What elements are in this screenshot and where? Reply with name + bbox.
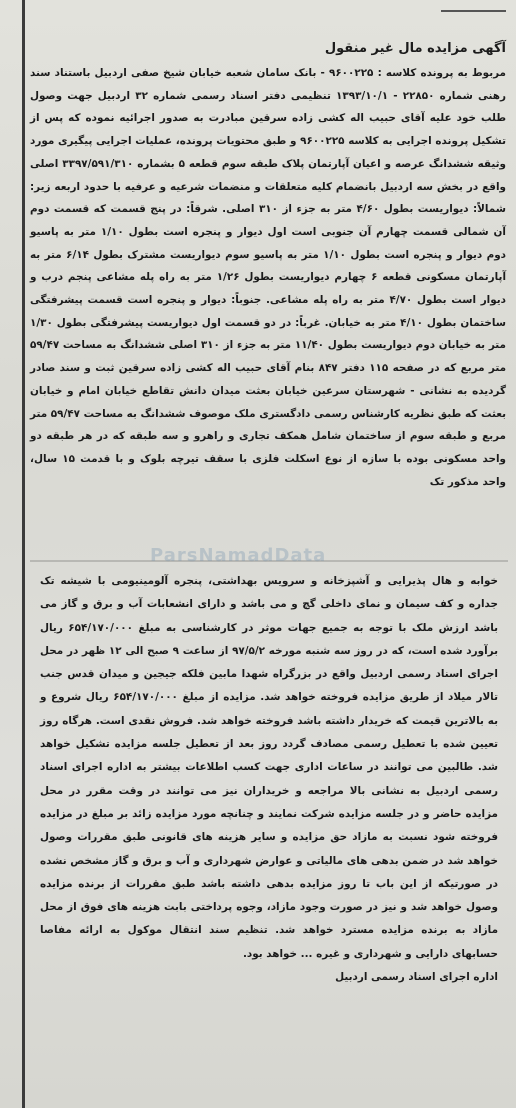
notice-signature: اداره اجرای اسناد رسمی اردبیل	[335, 971, 498, 984]
notice-paragraph-1: مربوط به پرونده کلاسه : ۹۶۰۰۲۲۵ - بانک سامان شعبه خیابان شیخ صفی اردبیل باستناد سند رهنی شماره ۲۲۸۵۰ - ۱۳۹۳/۱۰/۱ تنظیمی دفتر اسناد رسمی شماره ۳۲ اردبیل جهت وصول طلب خود علیه آقای حبیب اله کشی زاده سرقین مبادرت به صدور اجرائیه نموده که پس از تشکیل پرونده اجرایی به کلاسه ۹۶۰۰۲۲۵ و طبق محتویات پرونده، عملیات اجرایی پیگیری مورد وثیقه ششدانگ عرصه و اعیان آپارتمان پلاک طبقه سوم قطعه ۵ بشماره ۳۳۹۷/۵۹۱/۳۱۰ اصلی واقع در بخش سه اردبیل بانضمام کلیه متعلقات و منضمات شرعیه و عرفیه با حدود اربعه زیر: شمالاً: دیواریست بطول ۴/۶۰ متر به جزء از ۳۱۰ اصلی. شرقاً: در پنج قسمت که قسمت دوم آن شمالی قسمت چهارم آن جنوبی است اول دیوار و پنجره است بطول ۱/۱۰ متر به پاسیو دوم دیوار و پنجره است بطول ۱/۱۰ متر به پاسیو سوم دیواریست مشترک بطول ۶/۱۴ متر به آپارتمان مسکونی قطعه ۶ چهارم دیواریست بطول ۱/۲۶ متر به راه پله مشاعی پنجم درب و دیوار است بطول ۴/۷۰ متر به راه پله مشاعی. جنوباً: دیوار و پنجره است قسمت پیشرفتگی ساختمان بطول ۴/۱۰ متر به خیابان. غرباً: در دو قسمت اول دیواریست پیشرفتگی بطول ۱/۳۰ متر به خیابان دوم دیواریست بطول ۱۱/۴۰ متر به جزء از ۳۱۰ اصلی ششدانگ به مساحت ۵۹/۴۷ متر مربع که در صفحه ۱۱۵ دفتر ۸۴۷ بنام آقای حبیب اله کشی زاده سرقین ثبت و سند صادر گردیده به نشانی - شهرستان سرعین خیابان بعثت میدان دانش تقاطع خیابان امام و خیابان بعثت که طبق نظریه کارشناس رسمی دادگستری ملک موصوف ششدانگ به مساحت ۵۹/۴۷ متر مربع و طبقه سوم از ساختمان شامل همکف تجاری و راهرو و سه طبقه که در هر طبقه دو واحد مسکونی بوده با سازه از نوع اسکلت فلزی با سقف تیرچه بلوک و با قدمت ۱۵ سال، واحد مذکور تک	[30, 67, 507, 488]
notice-lower-clip	[40, 570, 498, 988]
watermark-text: ParsNamadData	[150, 545, 327, 566]
header-rule	[441, 10, 506, 12]
column-divider-line	[22, 0, 25, 1108]
notice-title: آگهی مزایده مال غیر منقول	[324, 41, 506, 56]
notice-paragraph-2: خوابه و هال پذیرایی و آشپزخانه و سرویس بهداشتی، پنجره آلومینیومی با شیشه تک جداره و کف سیمان و نمای داخلی گچ و می باشد و دارای انشعابات آب و برق و گاز می باشد ارزش ملک با توجه به جمیع جهات موثر در کارشناسی به مبلغ ۶۵۴/۱۷۰/۰۰۰ ریال برآورد شده است، که در روز سه شنبه مورخه ۹۷/۵/۲ از ساعت ۹ صبح الی ۱۲ ظهر در محل اجرای اسناد رسمی اردبیل واقع در بزرگراه شهدا مابین فلکه جیجین و میدان قدس جنب تالار میلاد از طریق مزایده فروخته خواهد شد. مزایده از مبلغ ۶۵۴/۱۷۰/۰۰۰ ریال شروع و به بالاترین قیمت که خریدار داشته باشد فروخته خواهد شد. فروش نقدی است. هرگاه روز تعیین شده با تعطیل رسمی مصادف گردد روز بعد از تعطیل جلسه مزایده تشکیل خواهد شد. طالبین می توانند در ساعات اداری جهت کسب اطلاعات بیشتر به اداره اجرای اسناد رسمی اردبیل به نشانی بالا مراجعه و خریداران نیز می توانند در وقت مقرر در محل مزایده حاضر و در جلسه مزایده شرکت نمایند و چنانچه مورد مزایده زائد بر مبلغ در مزایده فروخته شود نسبت به مازاد حق مزایده و سایر هزینه های قانونی طبق مقررات وصول خواهد شد در ضمن بدهی های مالیاتی و عوارض شهرداری و آب و برق و گاز مشخص نشده در صورتیکه از این باب تا روز مزایده بدهی داشته باشد طبق مقررات از برنده مزایده وصول خواهد شد و نیز در صورت وجود مازاد، وجوه پرداختی بابت هزینه های فوق از محل مازاد به برنده مزایده مسترد خواهد شد. تنظیم سند انتقال موکول به ارائه مفاصا حسابهای دارایی و شهرداری و غیره ... خواهد بود.	[40, 575, 498, 960]
notice-upper-clip	[30, 38, 506, 493]
